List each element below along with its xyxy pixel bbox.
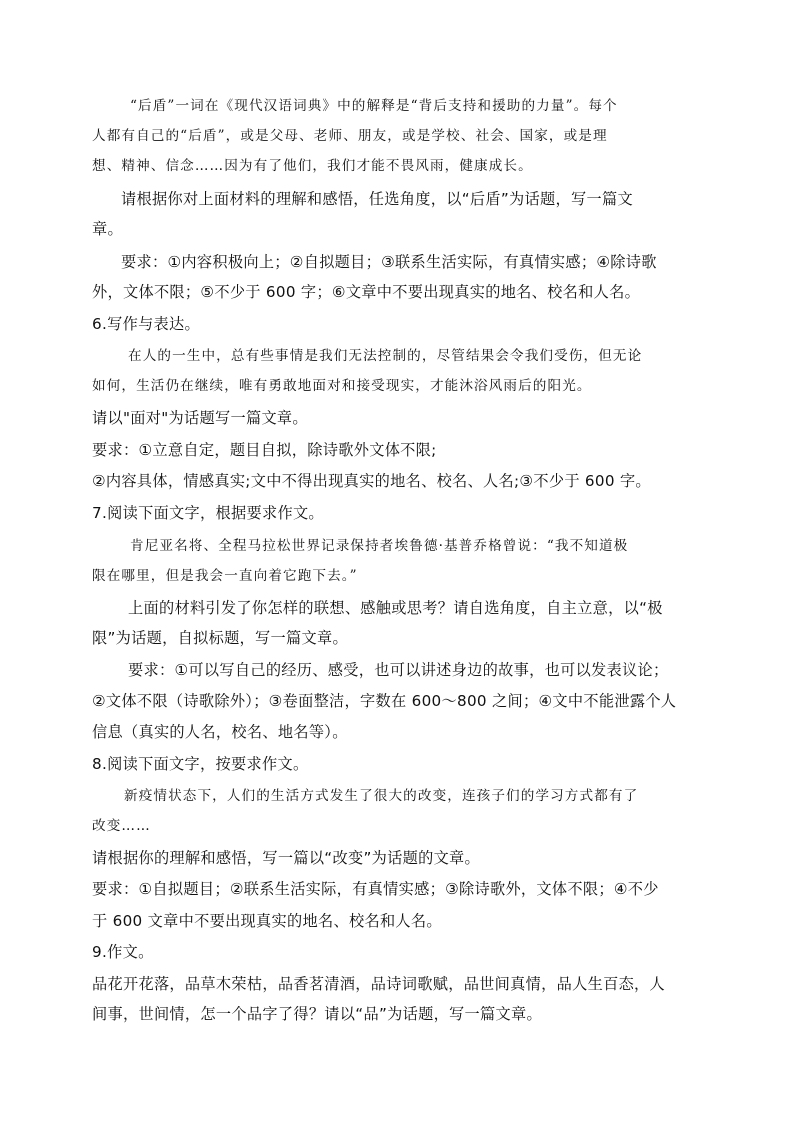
requirements-line: ②文体不限（诗歌除外）；③卷面整洁，字数在 600～800 之间；④文中不能泄露个人 — [92, 692, 677, 710]
prompt-line: 间事，世间情，怎一个品字了得？请以“品”为话题，写一篇文章。 — [92, 1005, 542, 1023]
material-line: 人都有自己的“后盾”，或是父母、老师、朋友，或是学校、社会、国家，或是理 — [92, 128, 608, 144]
prompt-line: 品花开花落，品草木荣枯，品香茗清酒，品诗词歌赋，品世间真情，品人生百态，人 — [92, 975, 666, 993]
prompt-line: 请根据你的理解和感悟，写一篇以“改变”为话题的文章。 — [92, 849, 481, 867]
requirements-line: ②内容具体，情感真实;文中不得出现真实的地名、校名、人名;③不少于 600 字。 — [92, 472, 651, 490]
requirements-line: 要求：①内容积极向上；②自拟题目；③联系生活实际，有真情实感；④除诗歌 — [121, 253, 657, 271]
question-heading: 7.阅读下面文字，根据要求作文。 — [92, 504, 324, 522]
material-line: 限在哪里，但是我会一直向着它跑下去。” — [92, 568, 358, 584]
prompt-line: 请根据你对上面材料的理解和感悟，任选角度，以“后盾”为话题，写一篇文 — [121, 190, 633, 208]
material-line: 想、精神、信念……因为有了他们，我们才能不畏风雨，健康成长。 — [92, 158, 533, 174]
prompt-line: 限”为话题，自拟标题，写一篇文章。 — [92, 629, 348, 647]
requirements-line: 于 600 文章中不要出现真实的地名、校名和人名。 — [92, 912, 442, 930]
requirements-line: 要求：①可以写自己的经历、感受，也可以讲述身边的故事，也可以发表议论； — [128, 661, 669, 679]
question-heading: 6.写作与表达。 — [92, 315, 201, 333]
requirements-line: 要求：①立意自定，题目自拟，除诗歌外文体不限; — [92, 441, 437, 459]
requirements-line: 要求：①自拟题目；②联系生活实际，有真情实感；③除诗歌外，文体不限；④不少 — [92, 880, 659, 898]
material-line: “后盾”一词在《现代汉语词典》中的解释是“背后支持和援助的力量”。每个 — [130, 98, 618, 114]
prompt-line: 请以"面对"为话题写一篇文章。 — [92, 409, 308, 427]
material-line: 新疫情状态下，人们的生活方式发生了很大的改变，连孩子们的学习方式都有了 — [124, 788, 639, 804]
requirements-line: 外，文体不限；⑤不少于 600 字；⑥文章中不要出现真实的地名、校名和人名。 — [92, 283, 641, 301]
prompt-line: 上面的材料引发了你怎样的联想、感触或思考？请自选角度，自主立意，以“极 — [128, 599, 663, 617]
material-line: 肯尼亚名将、全程马拉松世界记录保持者埃鲁德·基普乔格曾说：“我不知道极 — [130, 538, 629, 554]
material-line: 改变…… — [92, 818, 151, 834]
question-heading: 9.作文。 — [92, 943, 154, 961]
prompt-line: 章。 — [92, 220, 123, 238]
material-line: 在人的一生中，总有些事情是我们无法控制的，尽管结果会令我们受伤，但无论 — [128, 348, 643, 364]
requirements-line: 信息（真实的人名，校名、地名等）。 — [92, 723, 348, 741]
material-line: 如何，生活仍在继续，唯有勇敢地面对和接受现实，才能沐浴风雨后的阳光。 — [92, 378, 592, 394]
question-heading: 8.阅读下面文字，按要求作文。 — [92, 755, 309, 773]
